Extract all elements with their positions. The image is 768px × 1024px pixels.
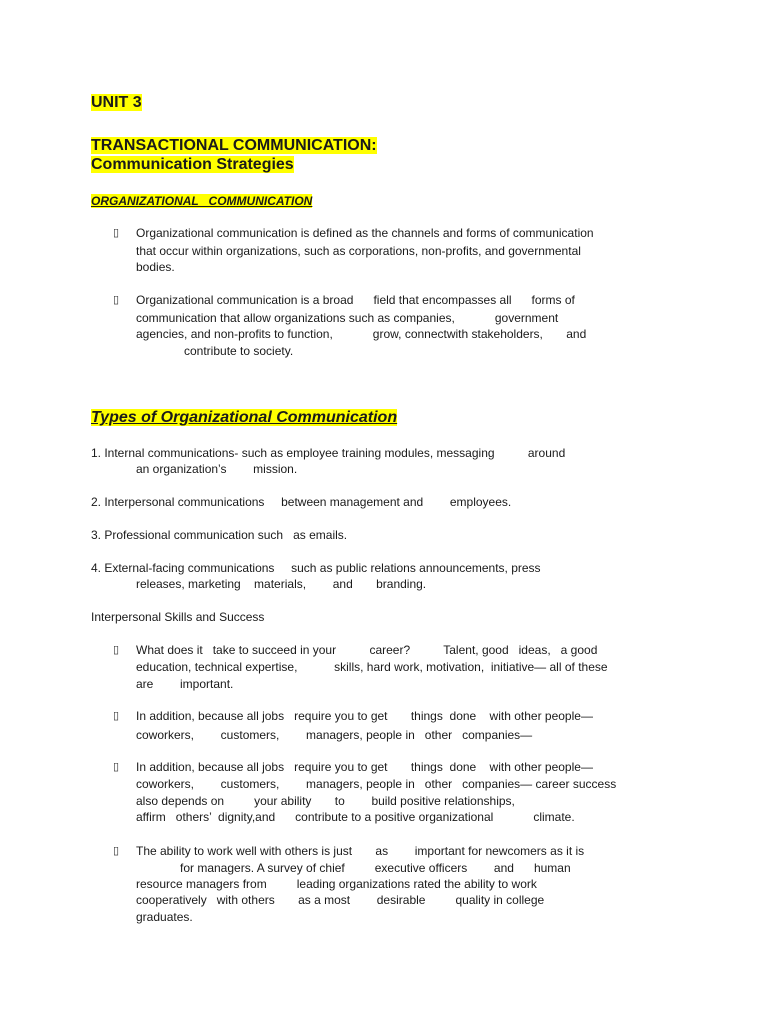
bullet-text-line: coworkers, customers, managers, people in other companies— career success [136,777,617,791]
numbered-item-line: 2. Interpersonal communications between management and employees. [91,495,512,509]
bullet-text-line: resource managers from leading organizations rated the ability to work [136,877,537,891]
bullet-text-line: cooperatively with others as a most desirable quality in college [136,893,545,907]
bullet-icon: ▯ [113,761,120,773]
bullet-text-line: What does it take to succeed in your career? Talent, good ideas, a good [136,643,598,657]
bullet-text-line: Organizational communication is defined as the channels and forms of communication [136,226,594,240]
numbered-item-line: 4. External-facing communications such as public relations announcements, press [91,561,541,575]
types-heading: Types of Organizational Communication [91,409,398,426]
bullet-text-line: coworkers, customers, managers, people in other companies— [136,728,533,742]
bullet-text-line: that occur within organizations, such as corporations, non-profits, and governmental [136,244,581,258]
bullet-text-line: agencies, and non-profits to function, grow, connectwith stakeholders, and [136,327,587,341]
bullet-icon: ▯ [113,710,120,722]
bullet-text-line: Organizational communication is a broad field that encompasses all forms of [136,293,575,307]
bullet-text-line: contribute to society. [184,344,294,358]
bullet-text-line: The ability to work well with others is just as important for newcomers as it is [136,844,585,858]
unit-heading: UNIT 3 [91,94,142,111]
interpersonal-heading: Interpersonal Skills and Success [91,610,265,624]
bullet-icon: ▯ [113,227,120,239]
numbered-item-line: an organization’s mission. [136,462,298,476]
bullet-text-line: affirm others’ dignity,and contribute to a positive organizational climate. [136,810,575,824]
bullet-icon: ▯ [113,845,120,857]
subtitle: Communication Strategies [91,156,294,173]
bullet-text-line: In addition, because all jobs require you to get things done with other people— [136,709,593,723]
numbered-item-line: 3. Professional communication such as emails. [91,528,348,542]
numbered-item-line: 1. Internal communications- such as employee training modules, messaging around [91,446,566,460]
bullet-text-line: for managers. A survey of chief executive officers and human [180,861,571,875]
bullet-text-line: education, technical expertise, skills, hard work, motivation, initiative— all of these [136,660,608,674]
bullet-text-line: graduates. [136,910,193,924]
bullet-text-line: In addition, because all jobs require you to get things done with other people— [136,760,593,774]
bullet-text-line: also depends on your ability to build positive relationships, [136,794,515,808]
main-title: TRANSACTIONAL COMMUNICATION: [91,137,377,154]
bullet-icon: ▯ [113,644,120,656]
bullet-text-line: communication that allow organizations such as companies, government [136,311,559,325]
bullet-text-line: are important. [136,677,234,691]
section-heading-organizational-communication: ORGANIZATIONAL COMMUNICATION [91,194,313,208]
bullet-text-line: bodies. [136,260,175,274]
numbered-item-line: releases, marketing materials, and branding. [136,577,427,591]
bullet-icon: ▯ [113,294,120,306]
